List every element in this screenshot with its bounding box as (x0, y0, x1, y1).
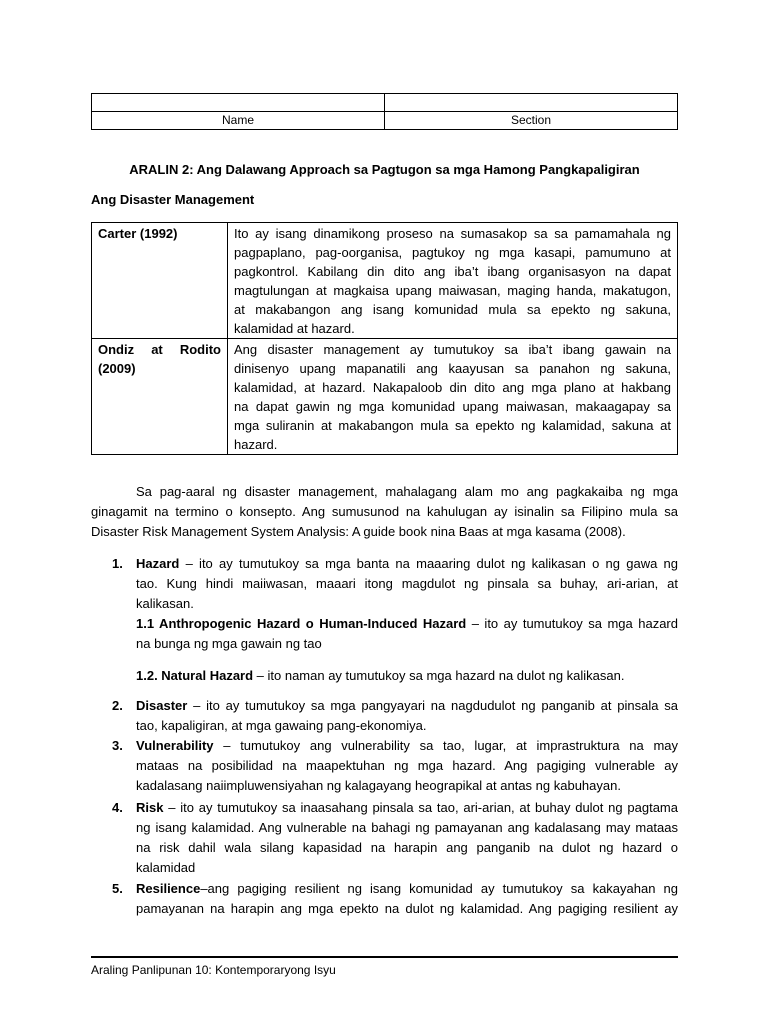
item-line: tao. Kung hindi maiiwasan, maaari itong magdulot ng pinsala sa buhay, ari-arian, at (136, 576, 678, 591)
definition-text (228, 223, 678, 339)
term-label: Risk (136, 800, 164, 815)
definition-text (228, 339, 678, 455)
item-number: 5. (112, 881, 123, 896)
definition-text-line: kalamidad, at hazard. Nakapaloob din dito ang mga plano at hakbang (234, 380, 671, 395)
definition-row-ondiz-rodito (92, 339, 678, 455)
definition-text-line: at makabangon ang isang komunidad mula sa epekto ng sakuna, (234, 302, 671, 317)
item-line (136, 879, 678, 899)
subtype-label: 1.2. Natural Hazard (136, 668, 254, 683)
item-line (136, 696, 678, 716)
definition-text-line: Ang disaster management ay tumutukoy sa iba’t ibang gawain na (234, 342, 671, 357)
paragraph-line: ginagamit na termino o konsepto. Ang sumusunod na kahulugan ay isinalin sa Filipino mula sa (91, 504, 678, 519)
section-heading: Ang Disaster Management (91, 192, 255, 207)
fill-in-row (92, 94, 678, 112)
term-item-vulnerability (112, 736, 678, 796)
subtype-label: 1.1 Anthropogenic Hazard o Human-Induced Hazard (136, 616, 467, 631)
definition-text-line: kalamidad at hazard. (234, 321, 355, 336)
item-line: na risk dahil wala silang kapasidad na harapin ang panganib na dulot ng hazard o (136, 840, 678, 855)
definition-text-line: mga suliranin at makabangon mula sa epekto ng kalamidad, sakuna at (234, 418, 671, 433)
subtype-natural-hazard (136, 666, 678, 686)
item-number: 4. (112, 800, 123, 815)
item-line: kalamidad (136, 860, 196, 875)
item-line: kadalasang naiimpluwensiyahan ng kalagayang heograpikal at antas ng kabuhayan. (136, 778, 621, 793)
item-number: 2. (112, 698, 123, 713)
definition-row-carter (92, 223, 678, 339)
item-line: pamayanan na harapin ang mga epekto na dulot ng kalamidad. Ang pagiging resilient ay (136, 901, 678, 916)
paragraph-line: Disaster Risk Management System Analysis: A guide book nina Baas at mga kasama (2008). (91, 524, 626, 539)
subtype-definition: – ito ay tumutukoy sa mga hazard (466, 616, 678, 631)
term-item-hazard (112, 554, 678, 686)
item-number: 1. (112, 556, 123, 571)
item-line: kalikasan. (136, 596, 194, 611)
term-item-disaster (112, 696, 678, 736)
label-row (92, 112, 678, 130)
section-blank-cell (385, 94, 678, 112)
page-footer: Araling Panlipunan 10: Kontemporaryong Isyu (91, 963, 336, 977)
footer-divider (91, 956, 678, 958)
term-definition: – ito ay tumutukoy sa mga banta na maaaring dulot ng kalikasan o ng gawa ng (179, 556, 678, 571)
subtype-definition: – ito naman ay tumutukoy sa mga hazard na dulot ng kalikasan. (253, 668, 625, 683)
definition-text-line: pagpaplano, pag-oorganisa, pagtukoy ng mga kasapi, pamumuno at (234, 245, 671, 260)
subtype-anthropogenic-hazard (136, 614, 678, 654)
lesson-title: ARALIN 2: Ang Dalawang Approach sa Pagtugon sa mga Hamong Pangkapaligiran (129, 162, 640, 177)
definition-text-line: dinisenyo upang mapanatili ang kaayusan sa panahon ng sakuna, (234, 361, 671, 376)
item-line: ng isang kalamidad. Ang vulnerable na bahagi ng pamayanan ang kadalasang may mataas (136, 820, 678, 835)
source-line: Ondiz at Rodito (98, 342, 221, 357)
term-item-risk (112, 798, 678, 878)
definition-text-line: hazard. (234, 437, 278, 452)
definition-text-line: Ito ay isang dinamikong proseso na sumasakop sa sa pamamahala ng (234, 226, 671, 241)
section-label: Section (385, 112, 678, 130)
item-line (136, 736, 678, 756)
definition-source (92, 223, 228, 339)
item-line (136, 798, 678, 818)
item-line (136, 554, 678, 574)
source-line: (2009) (98, 361, 136, 376)
subitem-line (136, 666, 678, 686)
subitem-line (136, 614, 678, 634)
source-line: Carter (1992) (98, 226, 178, 241)
definition-text-line: magtulungan at magkaisa upang maiwasan, maging handa, makatugon, (234, 283, 671, 298)
term-definition: – ito ay tumutukoy sa inaasahang pinsala sa tao, ari-arian, at buhay dulot ng pagtama (163, 800, 678, 815)
intro-paragraph (91, 482, 678, 542)
definition-source (92, 339, 228, 455)
definitions-table (91, 222, 678, 455)
name-blank-cell (92, 94, 385, 112)
term-definition: – tumutukoy ang vulnerability sa tao, lugar, at imprastruktura na may (213, 738, 678, 753)
definition-text-line: pagkontrol. Kabilang din dito ang iba’t ibang organisasyon na dapat (234, 264, 671, 279)
term-label: Disaster (136, 698, 188, 713)
item-number: 3. (112, 738, 123, 753)
term-label: Hazard (136, 556, 180, 571)
term-item-resilience (112, 879, 678, 919)
definition-text-line: na dapat gawin ng mga komunidad upang maiwasan, makaagapay sa (234, 399, 671, 414)
term-label: Resilience (136, 881, 201, 896)
term-definition: –ang pagiging resilient ng isang komunidad ay tumutukoy sa kakayahan ng (200, 881, 678, 896)
item-line: tao, kapaligiran, at mga gawaing pang-ekonomiya. (136, 718, 427, 733)
term-label: Vulnerability (136, 738, 214, 753)
name-label: Name (92, 112, 385, 130)
subitem-line: na bunga ng mga gawain ng tao (136, 636, 322, 651)
paragraph-line: Sa pag-aaral ng disaster management, mahalagang alam mo ang pagkakaiba ng mga (136, 484, 678, 499)
name-section-table (91, 93, 678, 130)
term-definition: – ito ay tumutukoy sa mga pangyayari na nagdudulot ng panganib at pinsala sa (187, 698, 678, 713)
item-line: mataas na posibilidad na maapektuhan ng mga hazard. Ang pagiging vulnerable ay (136, 758, 678, 773)
